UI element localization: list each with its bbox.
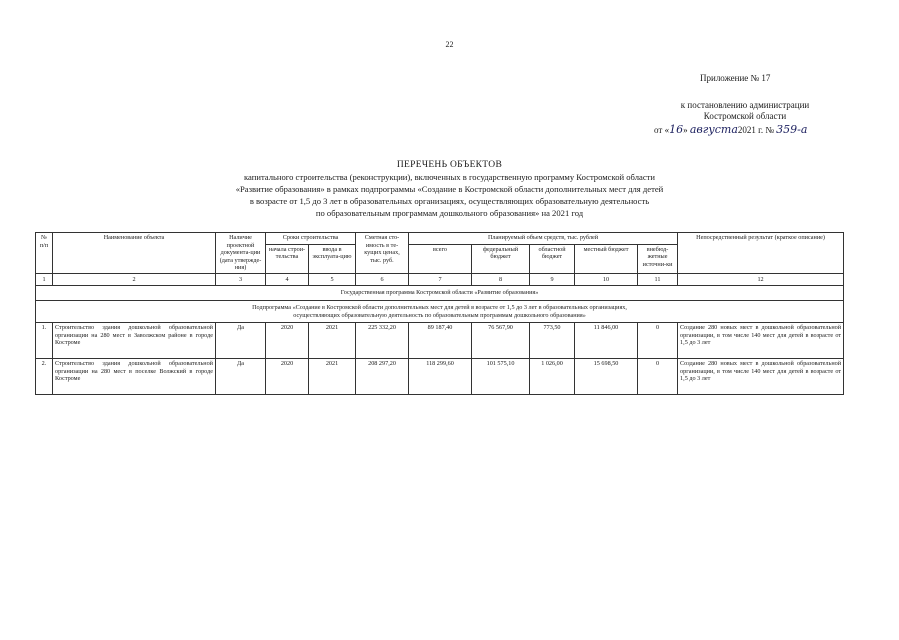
subprogram-row — [36, 300, 844, 322]
row-start: 2020 — [266, 323, 309, 359]
row-regional: 1 026,00 — [530, 359, 575, 395]
decree-line-1: к постановлению администрации — [680, 100, 810, 110]
column-number: 5 — [309, 273, 356, 286]
subprogram-name — [36, 300, 844, 322]
header-cost: Сметная сто-имость в те-кущих ценах, тыс. руб. — [356, 233, 409, 274]
decree-date-number — [654, 123, 807, 136]
column-number-row — [36, 273, 844, 286]
column-number: 2 — [53, 273, 216, 286]
row-docs: Да — [216, 323, 266, 359]
header-federal: федеральный бюджет — [472, 244, 530, 273]
column-number: 7 — [409, 273, 472, 286]
header-result: Непосредственный результат (краткое описание) — [678, 233, 844, 274]
subprogram-line-1: Подпрограмма «Создание в Костромской области дополнительных мест для детей в возрасте от 1,5 до 3 лет в образовательных организациях, — [252, 303, 627, 311]
row-num: 2. — [36, 359, 53, 395]
table-row — [36, 323, 844, 359]
row-docs: Да — [216, 359, 266, 395]
table-row — [36, 359, 844, 395]
column-number: 4 — [266, 273, 309, 286]
decree-line-2: Костромской области — [703, 111, 787, 121]
row-total: 118 299,60 — [409, 359, 472, 395]
row-end: 2021 — [309, 359, 356, 395]
decree-month-handwritten: августа — [689, 123, 738, 136]
decree-number-handwritten: 359-а — [776, 123, 808, 136]
row-local: 11 846,00 — [575, 323, 638, 359]
header-total: всего — [409, 244, 472, 273]
row-num: 1. — [36, 323, 53, 359]
decree-day-handwritten: 16 — [669, 123, 684, 136]
subprogram-line-2: осуществляющих образовательную деятельность по образовательным программам дошкольного образования» — [293, 311, 586, 319]
column-number: 3 — [216, 273, 266, 286]
row-total: 89 187,40 — [409, 323, 472, 359]
subtitle-line-1: капитального строительства (реконструкции), включенных в государственную программу Костромской области — [244, 172, 655, 182]
subtitle-line-2: «Развитие образования» в рамках подпрограммы «Создание в Костромской области дополнительных мест для детей — [235, 184, 664, 194]
row-result: Создание 280 новых мест в дошкольной образовательной организации, в том числе 140 мест для детей в возрасте от 1,5 до 3 лет — [678, 323, 844, 359]
document-title: ПЕРЕЧЕНЬ ОБЪЕКТОВ — [396, 160, 503, 170]
header-planned: Планируемый объем средств, тыс. рублей — [409, 233, 678, 245]
row-federal: 101 575,10 — [472, 359, 530, 395]
header-regional: областной бюджет — [530, 244, 575, 273]
header-docs: Наличие проектной документа-ции (дата утвержде-ния) — [216, 233, 266, 274]
column-number: 6 — [356, 273, 409, 286]
subtitle-line-3: в возрасте от 1,5 до 3 лет в образовательных организациях, осуществляющих образовательную деятельность — [249, 196, 650, 206]
decree-prefix: от « — [654, 125, 670, 135]
row-local: 15 698,50 — [575, 359, 638, 395]
column-number: 11 — [638, 273, 678, 286]
column-number: 12 — [678, 273, 844, 286]
row-offbudget: 0 — [638, 359, 678, 395]
header-num: № п/п — [36, 233, 53, 274]
header-terms-end: ввода в эксплуата-цию — [309, 244, 356, 273]
appendix-title: Приложение № 17 — [700, 73, 771, 83]
row-cost: 225 332,20 — [356, 323, 409, 359]
program-name: Государственная программа Костромской области «Развитие образования» — [36, 286, 844, 301]
row-end: 2021 — [309, 323, 356, 359]
column-number: 10 — [575, 273, 638, 286]
page-number: 22 — [445, 40, 454, 49]
header-name: Наименование объекта — [53, 233, 216, 274]
row-name: Строительство здания дошкольной образовательной организации на 280 мест в Заволжском районе в городе Костроме — [53, 323, 216, 359]
column-number: 8 — [472, 273, 530, 286]
subtitle-line-4: по образовательным программам дошкольного образования» на 2021 год — [315, 208, 584, 218]
header-row-1 — [36, 233, 844, 245]
column-number: 9 — [530, 273, 575, 286]
decree-mid: » — [683, 125, 690, 135]
row-regional: 773,50 — [530, 323, 575, 359]
header-terms: Сроки строительства — [266, 233, 356, 245]
header-terms-start: начала строи-тельства — [266, 244, 309, 273]
column-number: 1 — [36, 273, 53, 286]
row-federal: 76 567,90 — [472, 323, 530, 359]
row-offbudget: 0 — [638, 323, 678, 359]
row-start: 2020 — [266, 359, 309, 395]
row-result: Создание 280 новых мест в дошкольной образовательной организации, в том числе 140 мест для детей в возрасте от 1,5 до 3 лет — [678, 359, 844, 395]
row-cost: 208 297,20 — [356, 359, 409, 395]
program-row — [36, 286, 844, 301]
decree-year: 2021 г. № — [737, 125, 777, 135]
header-local: местный бюджет — [575, 244, 638, 273]
header-offbudget: внебюд-жетные источни-ки — [638, 244, 678, 273]
objects-table — [35, 232, 844, 395]
row-name: Строительство здания дошкольной образовательной организации на 280 мест в поселке Волжский в городе Костроме — [53, 359, 216, 395]
